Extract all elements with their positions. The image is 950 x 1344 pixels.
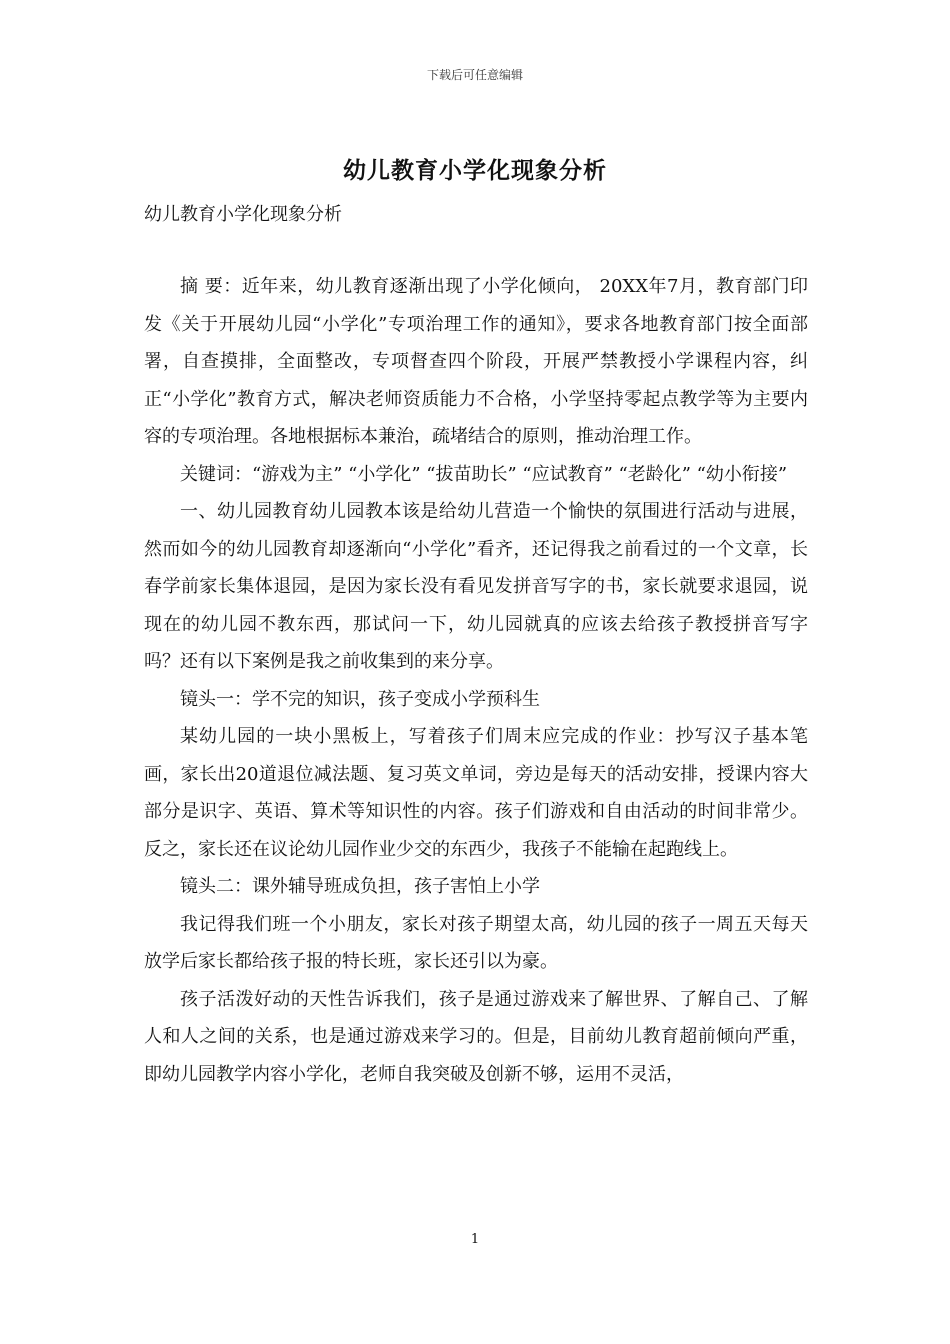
scene-one-paragraph: 某幼儿园的一块小黑板上，写着孩子们周末应完成的作业：抄写汉子基本笔画，家长出20道退位减法题、复习英文单词，旁边是每天的活动安排，授课内容大部分是识字、英语、算术等知识性的内容。孩子们游戏和自由活动的时间非常少。反之，家长还在议论幼儿园作业少交的东西少，我孩子不能输在起跑线上。 [144, 726, 808, 860]
document-subtitle: 幼儿教育小学化现象分析 [144, 204, 342, 225]
scene-two-heading: 镜头二：课外辅导班成负担，孩子害怕上小学 [180, 876, 540, 897]
section-one-paragraph: 一、幼儿园教育幼儿园教本该是给幼儿营造一个愉快的氛围进行活动与进展，然而如今的幼儿园教育却逐渐向“小学化”看齐，还记得我之前看过的一个文章，长春学前家长集体退园，是因为家长没有看见发拼音写字的书，家长就要求退园，说现在的幼儿园不教东西，那试问一下，幼儿园就真的应该去给孩子教授拼音写字吗？还有以下案例是我之前收集到的来分享。 [144, 501, 808, 672]
body-text [144, 268, 808, 1093]
header-note: 下载后可任意编辑 [426, 68, 523, 82]
scene-one-heading: 镜头一：学不完的知识，孩子变成小学预科生 [180, 688, 540, 710]
scene-two-paragraph: 我记得我们班一个小朋友，家长对孩子期望太高，幼儿园的孩子一周五天每天放学后家长都给孩子报的特长班，家长还引以为豪。 [144, 913, 808, 972]
nature-paragraph: 孩子活泼好动的天性告诉我们，孩子是通过游戏来了解世界、了解自己、了解人和人之间的关系，也是通过游戏来学习的。但是，目前幼儿教育超前倾向严重，即幼儿园教学内容小学化，老师自我突破及创新不够，运用不灵活， [144, 988, 808, 1085]
page-number: 1 [470, 1232, 480, 1247]
abstract-paragraph: 摘 要：近年来，幼儿教育逐渐出现了小学化倾向， 20XX年7月，教育部门印发《关于开展幼儿园“小学化”专项治理工作的通知》，要求各地教育部门按全面部署，自查摸排，全面整改，专项督查四个阶段，开展严禁教授小学课程内容，纠正“小学化”教育方式，解决老师资质能力不合格，小学坚持零起点教学等为主要内容的专项治理。各地根据标本兼治，疏堵结合的原则，推动治理工作。 [144, 276, 808, 447]
keywords-paragraph: 关键词：“游戏为主” “小学化” “拔苗助长” “应试教育” “老龄化” “幼小衔接” [180, 463, 788, 485]
document-title: 幼儿教育小学化现象分析 [343, 157, 607, 184]
